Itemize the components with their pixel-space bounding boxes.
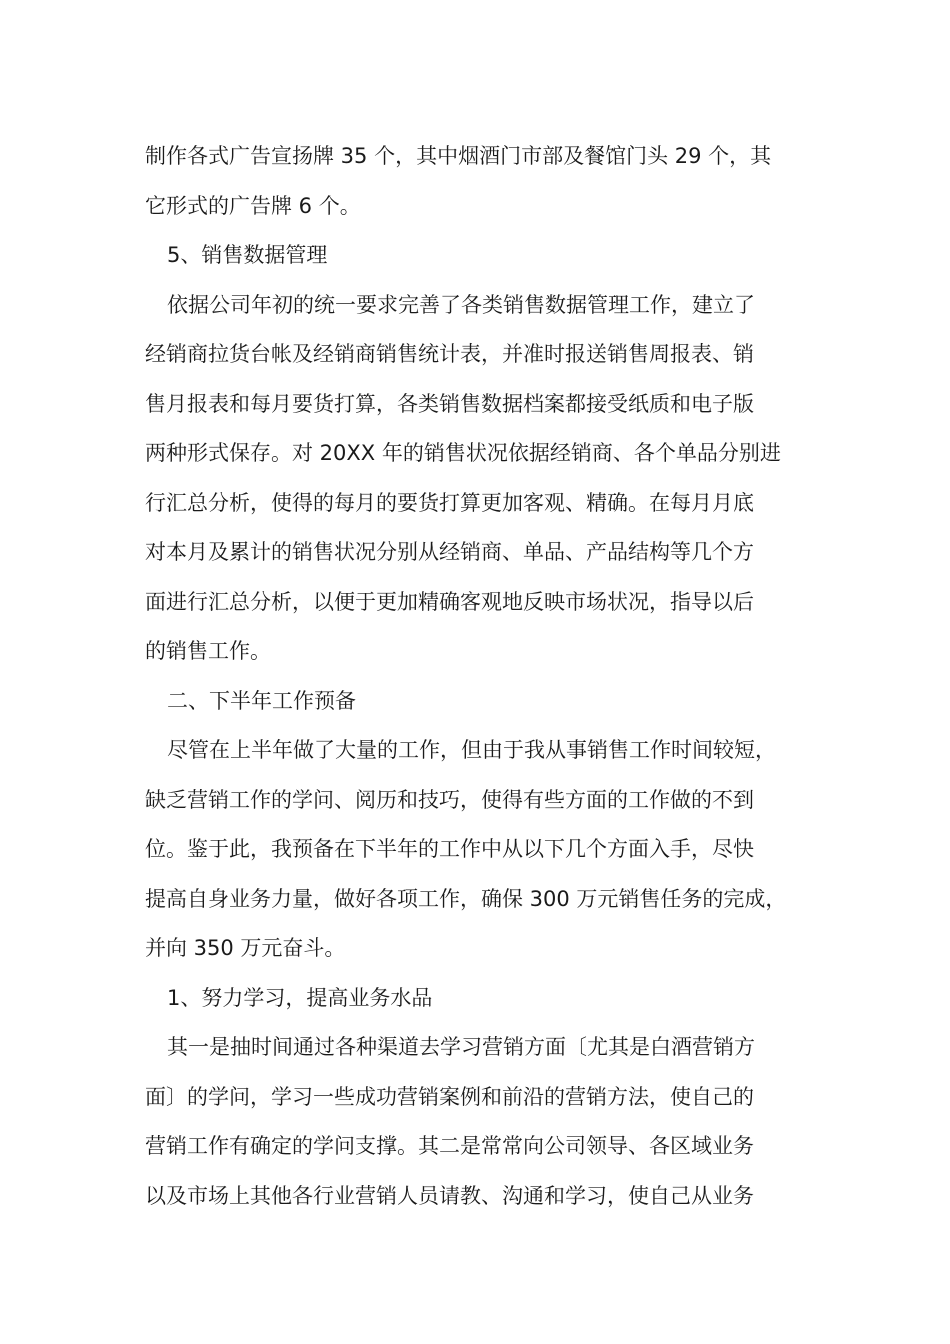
text-line: 尽管在上半年做了大量的工作，但由于我从事销售工作时间较短，	[167, 738, 776, 762]
text-line: 以及市场上其他各行业营销人员请教、沟通和学习，使自己从业务	[145, 1183, 754, 1208]
text-line: 面进行汇总分析，以便于更加精确客观地反映市场状况，指导以后	[145, 589, 754, 614]
text-line: 它形式的广告牌 6 个。	[145, 193, 361, 218]
text-line: 制作各式广告宣扬牌 35 个，其中烟酒门市部及餐馆门头 29 个，其	[145, 144, 772, 168]
text-line: 对本月及累计的销售状况分别从经销商、单品、产品结构等几个方	[145, 540, 754, 564]
heading-study	[145, 974, 822, 1024]
text-line: 提高自身业务力量，做好各项工作，确保 300 万元销售任务的完成，	[145, 886, 787, 911]
paragraph-second-half	[145, 726, 822, 974]
paragraph-ad-signs	[145, 132, 822, 231]
section-heading: 二、下半年工作预备	[167, 688, 356, 713]
text-line: 经销商拉货台帐及经销商销售统计表，并准时报送销售周报表、销	[145, 342, 754, 366]
paragraph-study	[145, 1023, 822, 1221]
text-line: 面〕的学问，学习一些成功营销案例和前沿的营销方法，使自己的	[145, 1084, 754, 1109]
text-line: 其一是抽时间通过各种渠道去学习营销方面〔尤其是白酒营销方	[167, 1035, 755, 1059]
text-line: 缺乏营销工作的学问、阅历和技巧，使得有些方面的工作做的不到	[145, 787, 754, 812]
text-line: 营销工作有确定的学问支撑。其二是常常向公司领导、各区域业务	[145, 1134, 754, 1158]
text-line: 位。鉴于此，我预备在下半年的工作中从以下几个方面入手，尽快	[145, 837, 754, 861]
paragraph-sales-data	[145, 281, 822, 677]
heading-sales-data-management	[145, 231, 822, 281]
text-line: 依据公司年初的统一要求完善了各类销售数据管理工作，建立了	[167, 292, 755, 317]
section-heading: 1、努力学习，提高业务水品	[167, 985, 433, 1010]
heading-second-half-plan	[145, 677, 822, 727]
text-line: 的销售工作。	[145, 639, 271, 663]
section-heading: 5、销售数据管理	[167, 243, 328, 267]
text-line: 售月报表和每月要货打算，各类销售数据档案都接受纸质和电子版	[145, 391, 754, 416]
text-line: 两种形式保存。对 20XX 年的销售状况依据经销商、各个单品分别进	[145, 441, 781, 465]
text-line: 并向 350 万元奋斗。	[145, 936, 346, 960]
text-line: 行汇总分析，使得的每月的要货打算更加客观、精确。在每月月底	[145, 490, 754, 515]
